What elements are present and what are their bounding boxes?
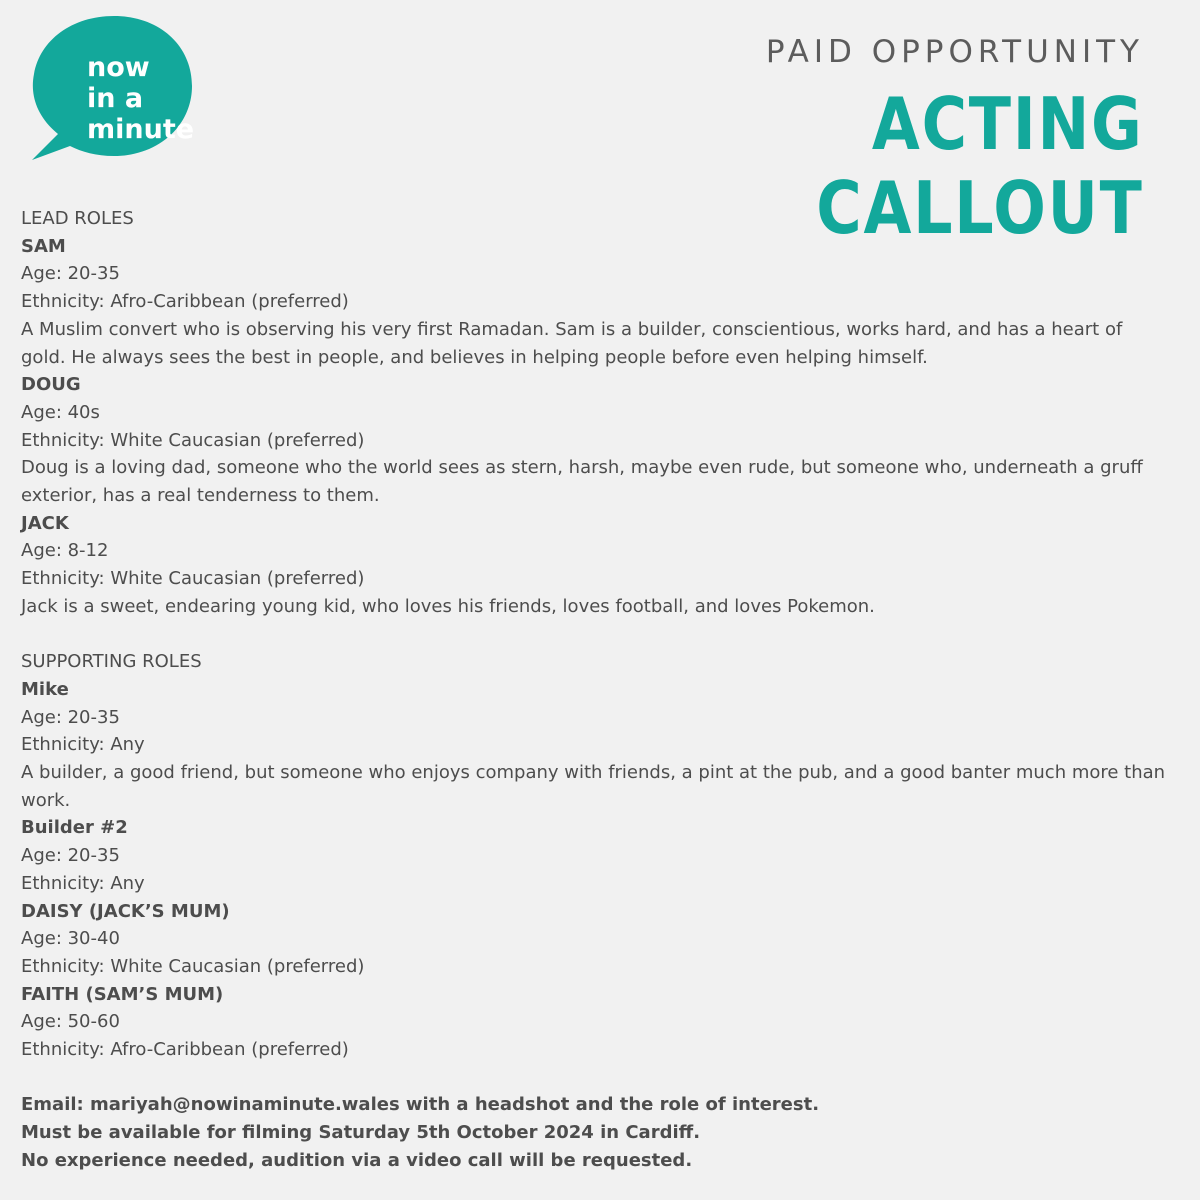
role-block <box>21 233 1171 372</box>
role-name: Builder #2 <box>21 817 128 839</box>
role-block <box>21 676 1171 815</box>
role-name: JACK <box>21 512 69 534</box>
logo-line-1: now <box>87 52 150 83</box>
role-block <box>21 371 1171 510</box>
role-age: Age: 20-35 <box>21 706 120 728</box>
role-block <box>21 981 1171 1064</box>
role-block <box>21 510 1171 621</box>
title-line-1: ACTING <box>872 82 1144 166</box>
role-name: Mike <box>21 678 69 700</box>
lead-roles-heading: LEAD ROLES <box>21 208 134 229</box>
role-age: Age: 20-35 <box>21 263 120 285</box>
role-ethnicity: Ethnicity: White Caucasian (preferred) <box>21 568 365 590</box>
role-ethnicity: Ethnicity: Any <box>21 734 145 756</box>
brand-logo <box>30 16 200 166</box>
role-description: A Muslim convert who is observing his very first Ramadan. Sam is a builder, conscientious, works hard, and has a heart of gold. He always sees the best in people, and believes in helping people before even helping himself. <box>21 318 1123 368</box>
logo-line-3: minute <box>87 114 195 145</box>
section-spacer <box>21 621 1171 649</box>
role-ethnicity: Ethnicity: Any <box>21 872 145 894</box>
experience-instruction: No experience needed, audition via a video call will be requested. <box>21 1149 693 1171</box>
role-ethnicity: Ethnicity: White Caucasian (preferred) <box>21 429 365 451</box>
role-age: Age: 8-12 <box>21 540 109 562</box>
role-description: Doug is a loving dad, someone who the world sees as stern, harsh, maybe even rude, but someone who, underneath a gruff exterior, has a real tenderness to them. <box>21 457 1143 507</box>
title-line-2: CALLOUT <box>816 166 1144 250</box>
availability-instruction: Must be available for filming Saturday 5th October 2024 in Cardiff. <box>21 1122 701 1144</box>
role-ethnicity: Ethnicity: White Caucasian (preferred) <box>21 955 365 977</box>
role-ethnicity: Ethnicity: Afro-Caribbean (preferred) <box>21 1039 349 1061</box>
role-name: SAM <box>21 235 66 257</box>
role-description: A builder, a good friend, but someone who enjoys company with friends, a pint at the pub, and a good banter much more than work. <box>21 762 1166 811</box>
role-block <box>21 814 1171 897</box>
logo-wordmark <box>87 52 194 145</box>
role-name: DOUG <box>21 374 81 396</box>
section-spacer <box>21 1064 1171 1092</box>
email-instruction: Email: mariyah@nowinaminute.wales with a headshot and the role of interest. <box>21 1094 820 1116</box>
role-age: Age: 40s <box>21 401 100 423</box>
role-age: Age: 20-35 <box>21 845 120 867</box>
role-age: Age: 30-40 <box>21 928 120 950</box>
role-name: DAISY (JACK’S MUM) <box>21 900 230 922</box>
role-name: FAITH (SAM’S MUM) <box>21 983 224 1005</box>
kicker-text: PAID OPPORTUNITY <box>765 34 1144 70</box>
application-instructions <box>21 1091 1171 1174</box>
role-age: Age: 50-60 <box>21 1011 120 1033</box>
logo-line-2: in a <box>87 83 144 114</box>
supporting-roles-heading: SUPPORTING ROLES <box>21 651 202 673</box>
role-ethnicity: Ethnicity: Afro-Caribbean (preferred) <box>21 291 349 313</box>
callout-body <box>21 205 1171 1175</box>
role-description: Jack is a sweet, endearing young kid, who loves his friends, loves football, and loves Pokemon. <box>21 595 875 617</box>
role-block <box>21 898 1171 981</box>
